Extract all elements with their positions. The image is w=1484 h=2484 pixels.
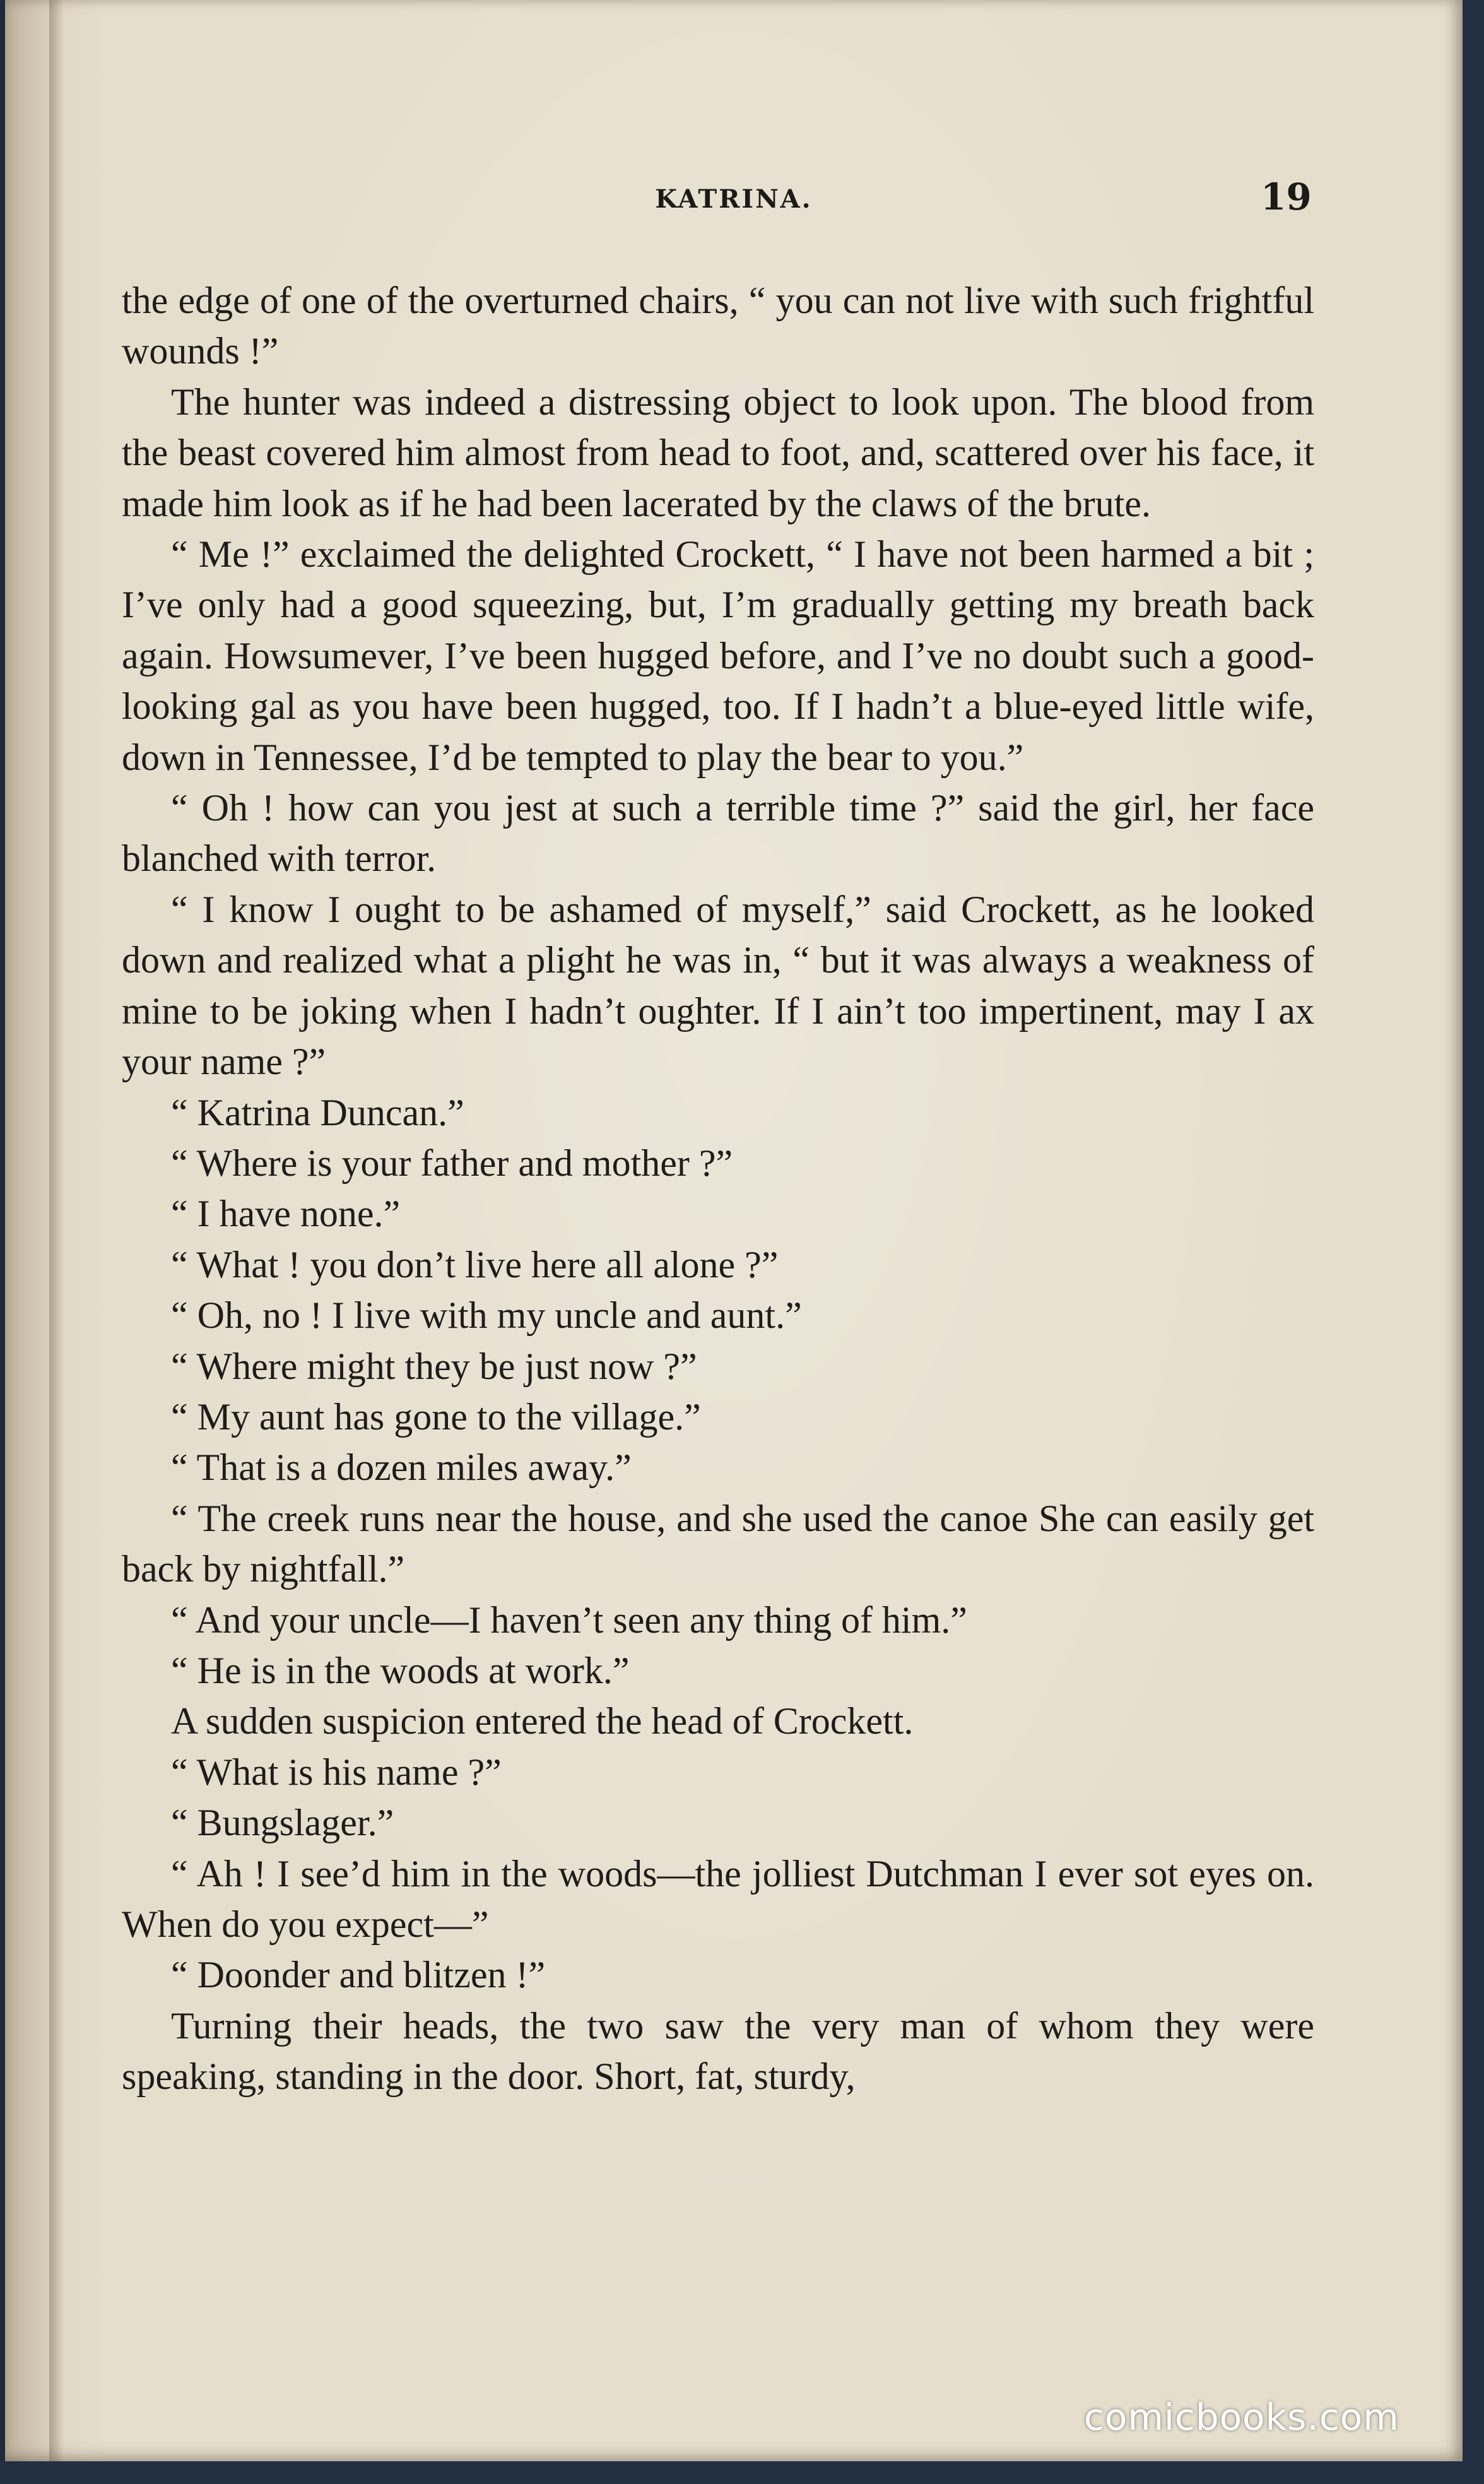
paragraph: “ What is his name ?” — [171, 1751, 502, 1793]
paragraph: “ And your uncle—I haven’t seen any thing of him.” — [171, 1599, 967, 1641]
scan-border — [0, 2461, 1484, 2484]
paragraph: “ Oh, no ! I live with my uncle and aunt.” — [171, 1294, 802, 1337]
book-spine — [1463, 0, 1484, 2484]
paragraph: Turning their heads, the two saw the very man of whom they were speaking, standing in the door. Short, fat, sturdy, — [122, 2004, 1314, 2098]
paragraph: “ That is a dozen miles away.” — [171, 1446, 632, 1489]
paragraph: “ Doonder and blitzen !” — [171, 1954, 546, 1996]
paragraph: “ I know I ought to be ashamed of myself,” said Crockett, as he looked down and realized what a plight he was in, “ but it was always a weakness of mine to be joking when I hadn’t oughter. If I ain’t too impertinent, may I ax your name ?” — [122, 888, 1314, 1083]
page-number: 19 — [1261, 175, 1312, 218]
paragraph: “ Ah ! I see’d him in the woods—the jolliest Dutchman I ever sot eyes on. When do you expect—” — [122, 1852, 1314, 1945]
paragraph: “ Oh ! how can you jest at such a terrible time ?” said the girl, her face blanched with terror. — [122, 787, 1314, 880]
paragraph: “ What ! you don’t live here all alone ?” — [171, 1243, 779, 1286]
paragraph: “ I have none.” — [171, 1193, 401, 1235]
paragraph: “ Where is your father and mother ?” — [171, 1142, 733, 1184]
paragraph: “ My aunt has gone to the village.” — [171, 1395, 701, 1438]
paragraph: “ Bungslager.” — [171, 1802, 394, 1844]
book-page — [5, 0, 1463, 2461]
body-text — [122, 275, 1314, 2102]
paragraph: “ The creek runs near the house, and she used the canoe She can easily get back by nightfall.” — [122, 1497, 1314, 1590]
running-head: KATRINA. — [655, 184, 813, 214]
paragraph: “ Katrina Duncan.” — [171, 1091, 464, 1133]
paragraph: The hunter was indeed a distressing object to look upon. The blood from the beast covered him almost from head to foot, and, scattered over his face, it made him look as if he had been lacerated by the claws of the brute. — [122, 381, 1314, 524]
paragraph: “ He is in the woods at work.” — [171, 1649, 630, 1691]
paragraph: the edge of one of the overturned chairs, “ you can not live with such frightful wounds !” — [122, 280, 1314, 372]
paragraph: A sudden suspicion entered the head of Crockett. — [171, 1700, 914, 1742]
paragraph: “ Where might they be just now ?” — [171, 1345, 697, 1387]
watermark-text: comicbooks.com — [1084, 2396, 1399, 2439]
page-gutter — [49, 0, 64, 2461]
paragraph: “ Me !” exclaimed the delighted Crockett, “ I have not been harmed a bit ; I’ve only had a good squeezing, but, I’m gradually getting my breath back again. Howsumever, I’ve been hugged before, and I’ve no doubt such a good-looking gal as you have been hugged, too. If I hadn’t a blue-eyed little wife, down in Tennessee, I’d be tempted to play the bear to you.” — [122, 533, 1314, 778]
